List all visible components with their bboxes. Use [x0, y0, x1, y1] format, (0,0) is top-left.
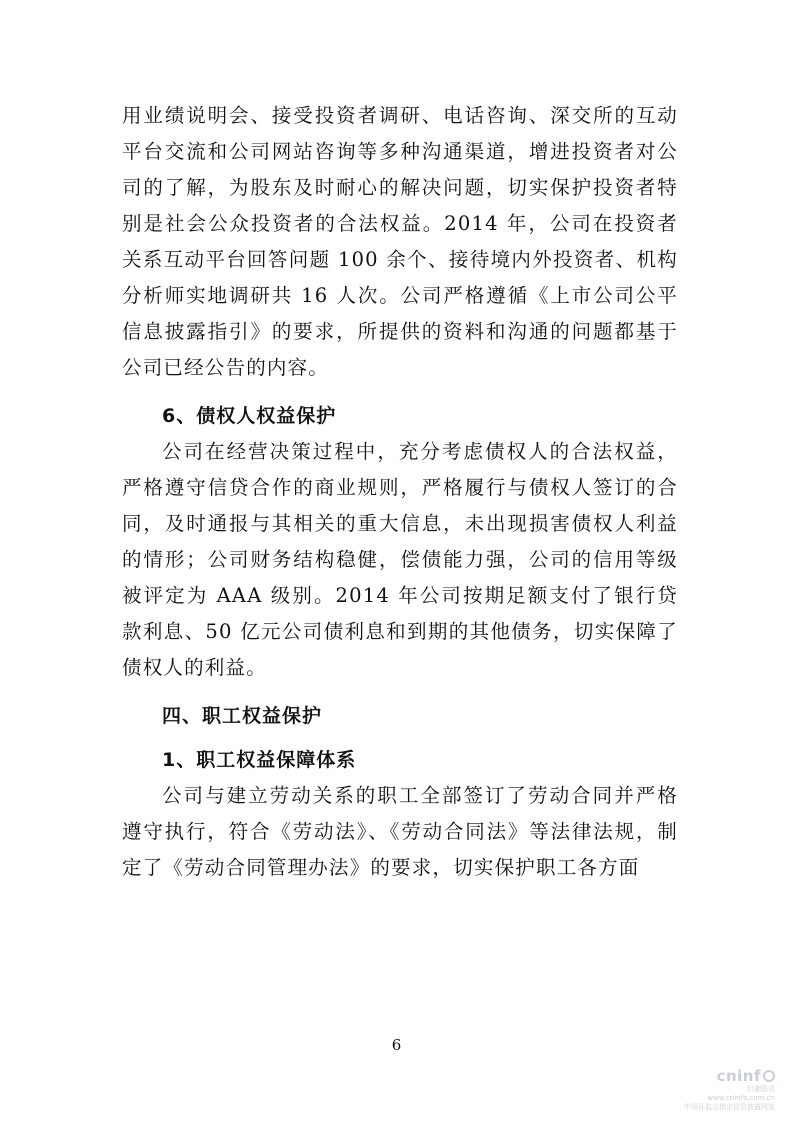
paragraph-investor-communication: 用业绩说明会、接受投资者调研、电话咨询、深交所的互动平台交流和公司网站咨询等多种沟通渠道，增进投资者对公司的了解，为股东及时耐心的解决问题，切实保护投资者特别是社会公众投资者的合法权益。2014 年，公司在投资者关系互动平台回答问题 100 余个、接待境内外投资者、机构分析师实地调研共 16 人次。公司严格遵循《上市公司公平信息披露指引》的要求，所提供的资料和沟通的问题都基于公司已经公告的内容。	[122, 104, 678, 379]
paragraph-creditor-rights: 公司在经营决策过程中，充分考虑债权人的合法权益，严格遵守信贷合作的商业规则，严格履行与债权人签订的合同，及时通报与其相关的重大信息，未出现损害债权人利益的情形；公司财务结构稳健，偿债能力强，公司的信用等级被评定为 AAA 级别。2014 年公司按期足额支付了银行贷款利息、50 亿元公司债利息和到期的其他债务，切实保障了债权人的利益。	[122, 440, 678, 679]
document-body	[122, 98, 678, 886]
heading-employee-rights-section: 四、职工权益保护	[162, 705, 323, 727]
paragraph-employee-rights: 公司与建立劳动关系的职工全部签订了劳动合同并严格遵守执行，符合《劳动法》、《劳动合同法》等法律法规，制定了《劳动合同管理办法》的要求，切实保护职工各方面	[122, 784, 678, 879]
watermark-sub-2: www.cninfo.com.cn	[707, 1094, 775, 1102]
heading-employee-rights-system: 1、职工权益保障体系	[162, 749, 357, 771]
cninfo-logo-icon	[763, 1070, 775, 1082]
logo-text: cninf	[716, 1067, 761, 1085]
cninfo-watermark	[665, 1067, 775, 1112]
heading-creditor-rights: 6、债权人权益保护	[162, 405, 337, 427]
watermark-sub-3: 中国证监会指定信息披露网站	[684, 1103, 775, 1111]
cninfo-logo	[665, 1067, 775, 1085]
page-number: 6	[391, 1036, 402, 1054]
watermark-sub-1: 巨潮资讯	[747, 1085, 775, 1093]
